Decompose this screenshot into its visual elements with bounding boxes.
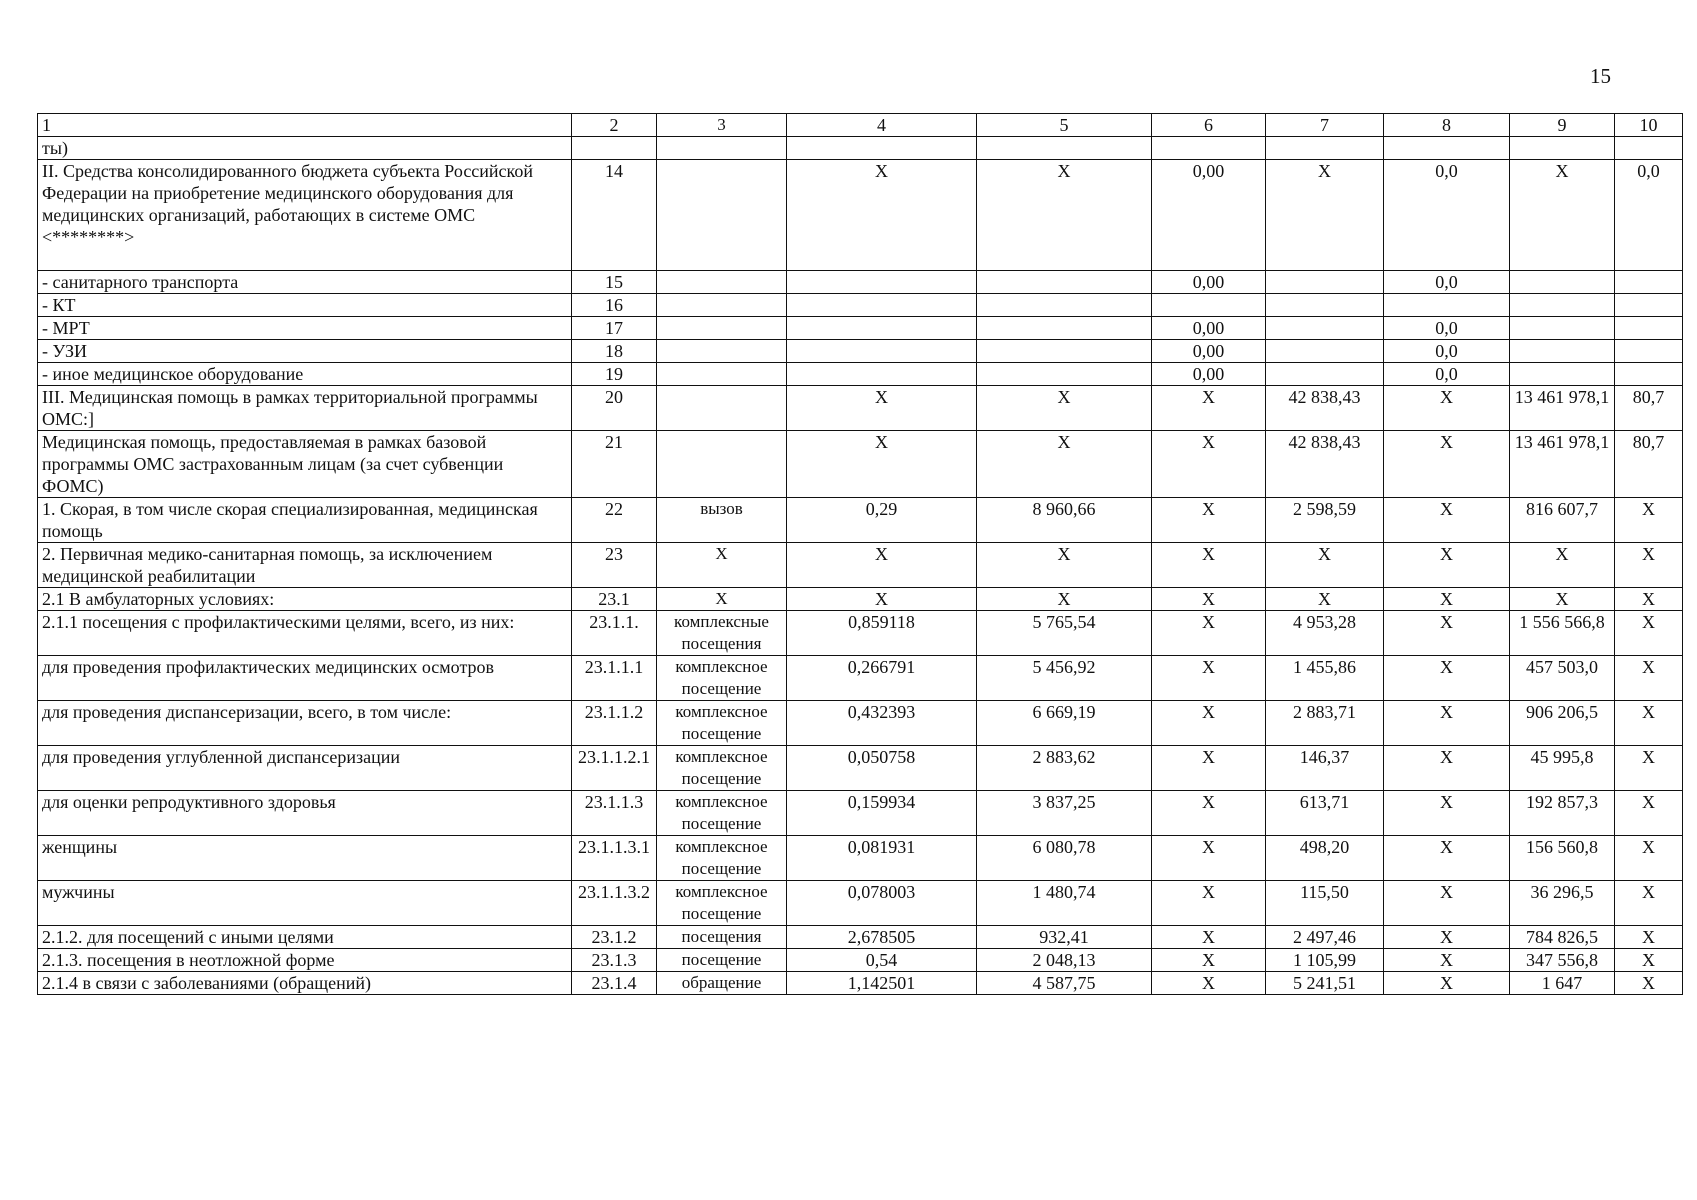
cell-col-1: женщины [38,836,572,881]
cell-col-2: 18 [572,340,657,363]
cell-col-6: X [1152,588,1266,611]
cell-col-9: 36 296,5 [1510,881,1615,926]
cell-col-3: посещение [657,949,787,972]
cell-col-5: 2 048,13 [977,949,1152,972]
cell-col-8: X [1384,543,1510,588]
table-row [38,926,1683,949]
cell-col-7 [1266,340,1384,363]
cell-col-8: X [1384,588,1510,611]
cell-col-2: 23.1.3 [572,949,657,972]
cell-col-6: 0,00 [1152,363,1266,386]
cell-col-2: 23.1.1.2 [572,701,657,746]
cell-col-4: 0,078003 [787,881,977,926]
cell-col-5: 6 669,19 [977,701,1152,746]
table-row [38,160,1683,271]
cell-col-7: 2 883,71 [1266,701,1384,746]
cell-col-1: для проведения профилактических медицинских осмотров [38,656,572,701]
cell-col-4: 0,050758 [787,746,977,791]
cell-col-8 [1384,294,1510,317]
cell-col-9 [1510,271,1615,294]
cell-col-7: 1 455,86 [1266,656,1384,701]
cell-col-3 [657,137,787,160]
cell-col-5: X [977,431,1152,498]
cell-col-7 [1266,363,1384,386]
cell-col-3: комплексное посещение [657,791,787,836]
cell-col-6: X [1152,836,1266,881]
cell-col-1: 2.1.4 в связи с заболеваниями (обращений) [38,972,572,995]
cell-col-9: 192 857,3 [1510,791,1615,836]
cell-col-10: X [1615,926,1683,949]
cell-col-10: X [1615,611,1683,656]
cell-col-9: 13 461 978,1 [1510,431,1615,498]
cell-col-6: 0,00 [1152,317,1266,340]
cell-col-6 [1152,137,1266,160]
cell-col-2: 23.1.1.1 [572,656,657,701]
cell-col-10: X [1615,836,1683,881]
cell-col-7: 115,50 [1266,881,1384,926]
cell-col-4: X [787,386,977,431]
cell-col-7: 42 838,43 [1266,431,1384,498]
cell-col-10: 10 [1615,114,1683,137]
cell-col-4: 0,432393 [787,701,977,746]
cell-col-1: III. Медицинская помощь в рамках территориальной программы ОМС:] [38,386,572,431]
table-row [38,949,1683,972]
cell-col-2: 2 [572,114,657,137]
cell-col-10 [1615,137,1683,160]
cell-col-3 [657,340,787,363]
cell-col-9 [1510,294,1615,317]
cell-col-10 [1615,294,1683,317]
cell-col-1: - УЗИ [38,340,572,363]
cell-col-2: 23.1.1. [572,611,657,656]
cell-col-2: 20 [572,386,657,431]
cell-col-4 [787,340,977,363]
cell-col-8: X [1384,926,1510,949]
cell-col-8: 8 [1384,114,1510,137]
cell-col-2: 23.1.1.3.2 [572,881,657,926]
cell-col-5: X [977,386,1152,431]
cell-col-2: 23 [572,543,657,588]
cell-col-1: 1. Скорая, в том числе скорая специализированная, медицинская помощь [38,498,572,543]
cell-col-8: 0,0 [1384,160,1510,271]
cell-col-5: 6 080,78 [977,836,1152,881]
cell-col-7: X [1266,543,1384,588]
cell-col-2: 23.1.1.3 [572,791,657,836]
cell-col-7: 4 953,28 [1266,611,1384,656]
cell-col-8: X [1384,791,1510,836]
table-row [38,386,1683,431]
cell-col-2: 21 [572,431,657,498]
cell-col-2: 23.1.2 [572,926,657,949]
table-row [38,791,1683,836]
cell-col-8: X [1384,949,1510,972]
cell-col-9 [1510,340,1615,363]
table-row [38,588,1683,611]
cell-col-3 [657,386,787,431]
cell-col-6: X [1152,498,1266,543]
cell-col-10: X [1615,498,1683,543]
cell-col-5: 932,41 [977,926,1152,949]
table-row [38,972,1683,995]
cell-col-1: - иное медицинское оборудование [38,363,572,386]
cell-col-9: 156 560,8 [1510,836,1615,881]
cell-col-3 [657,431,787,498]
cell-col-3: обращение [657,972,787,995]
cell-col-8: X [1384,386,1510,431]
cell-col-6: X [1152,386,1266,431]
cell-col-4: X [787,543,977,588]
cell-col-4: 0,266791 [787,656,977,701]
cell-col-5: X [977,160,1152,271]
cell-col-1: ты) [38,137,572,160]
cell-col-4 [787,137,977,160]
cell-col-1: 2.1.1 посещения с профилактическими целями, всего, из них: [38,611,572,656]
cell-col-9: 13 461 978,1 [1510,386,1615,431]
cell-col-5: 5 456,92 [977,656,1152,701]
table-row [38,836,1683,881]
cell-col-10 [1615,363,1683,386]
cell-col-8: X [1384,836,1510,881]
cell-col-6: X [1152,791,1266,836]
cell-col-5: 3 837,25 [977,791,1152,836]
cell-col-6: X [1152,881,1266,926]
cell-col-4: 0,159934 [787,791,977,836]
cell-col-2: 23.1 [572,588,657,611]
cell-col-2: 15 [572,271,657,294]
cell-col-10: X [1615,746,1683,791]
cell-col-1: Медицинская помощь, предоставляемая в рамках базовой программы ОМС застрахованным лицам (за счет субвенции ФОМС) [38,431,572,498]
cell-col-10: X [1615,656,1683,701]
table-row [38,363,1683,386]
cell-col-6: X [1152,611,1266,656]
cell-col-2: 23.1.1.3.1 [572,836,657,881]
cell-col-4: X [787,431,977,498]
cell-col-6: X [1152,926,1266,949]
cell-col-7: 613,71 [1266,791,1384,836]
table-row [38,271,1683,294]
cell-col-8: X [1384,656,1510,701]
cell-col-5: 2 883,62 [977,746,1152,791]
cell-col-8 [1384,137,1510,160]
cell-col-4 [787,294,977,317]
cell-col-9 [1510,363,1615,386]
cell-col-9: 816 607,7 [1510,498,1615,543]
cell-col-6: X [1152,972,1266,995]
cell-col-4: X [787,588,977,611]
cell-col-3: комплексные посещения [657,611,787,656]
cell-col-7: 498,20 [1266,836,1384,881]
cell-col-6: 0,00 [1152,340,1266,363]
cell-col-5: 1 480,74 [977,881,1152,926]
cell-col-7: 7 [1266,114,1384,137]
cell-col-10: X [1615,881,1683,926]
cell-col-10: 0,0 [1615,160,1683,271]
cell-col-5: X [977,543,1152,588]
cell-col-7: 2 598,59 [1266,498,1384,543]
header-row [38,114,1683,137]
cell-col-9: 784 826,5 [1510,926,1615,949]
table-row [38,543,1683,588]
cell-col-1: 2.1.3. посещения в неотложной форме [38,949,572,972]
cell-col-10: X [1615,791,1683,836]
cell-col-9 [1510,137,1615,160]
cell-col-2: 19 [572,363,657,386]
cell-col-6: 6 [1152,114,1266,137]
cell-col-1: 2. Первичная медико-санитарная помощь, за исключением медицинской реабилитации [38,543,572,588]
cell-col-4: 0,081931 [787,836,977,881]
cell-col-7 [1266,137,1384,160]
table-row [38,746,1683,791]
cell-col-1: - санитарного транспорта [38,271,572,294]
table-row [38,431,1683,498]
cell-col-3: X [657,588,787,611]
cell-col-8: 0,0 [1384,271,1510,294]
cell-col-5 [977,271,1152,294]
cell-col-3 [657,363,787,386]
cell-col-3: посещения [657,926,787,949]
cell-col-5: X [977,588,1152,611]
cell-col-9: X [1510,588,1615,611]
cell-col-3: X [657,543,787,588]
cell-col-10: X [1615,543,1683,588]
cell-col-1: 2.1.2. для посещений с иными целями [38,926,572,949]
table-row [38,340,1683,363]
cell-col-6: X [1152,543,1266,588]
cell-col-8: X [1384,701,1510,746]
cell-col-3: комплексное посещение [657,656,787,701]
cell-col-3: комплексное посещение [657,701,787,746]
cell-col-3 [657,160,787,271]
cell-col-3: комплексное посещение [657,836,787,881]
cell-col-7: 1 105,99 [1266,949,1384,972]
cell-col-3: комплексное посещение [657,746,787,791]
cell-col-3 [657,271,787,294]
cell-col-5 [977,137,1152,160]
cell-col-10 [1615,317,1683,340]
cell-col-2 [572,137,657,160]
table-row [38,137,1683,160]
cell-col-4: 2,678505 [787,926,977,949]
cell-col-4: 0,859118 [787,611,977,656]
cell-col-9: 347 556,8 [1510,949,1615,972]
cell-col-8: 0,0 [1384,363,1510,386]
cell-col-10: X [1615,701,1683,746]
cell-col-5 [977,317,1152,340]
cell-col-7 [1266,294,1384,317]
cell-col-7: 2 497,46 [1266,926,1384,949]
cell-col-6: 0,00 [1152,271,1266,294]
cell-col-9: 1 647 [1510,972,1615,995]
cell-col-8: X [1384,746,1510,791]
cell-col-8: X [1384,498,1510,543]
cell-col-1: 1 [38,114,572,137]
cell-col-10: X [1615,972,1683,995]
cell-col-2: 14 [572,160,657,271]
cell-col-9: 457 503,0 [1510,656,1615,701]
cell-col-3 [657,317,787,340]
cell-col-1: мужчины [38,881,572,926]
cell-col-7: 146,37 [1266,746,1384,791]
cell-col-10: X [1615,949,1683,972]
cell-col-8: 0,0 [1384,340,1510,363]
cell-col-10 [1615,271,1683,294]
cell-col-7: 5 241,51 [1266,972,1384,995]
cell-col-8: 0,0 [1384,317,1510,340]
cell-col-4: 0,54 [787,949,977,972]
cell-col-6: X [1152,949,1266,972]
cell-col-2: 23.1.4 [572,972,657,995]
cell-col-2: 23.1.1.2.1 [572,746,657,791]
table-row [38,317,1683,340]
table-row [38,881,1683,926]
cell-col-1: для проведения углубленной диспансеризации [38,746,572,791]
cell-col-5: 4 587,75 [977,972,1152,995]
cell-col-1: для проведения диспансеризации, всего, в том числе: [38,701,572,746]
cell-col-7: X [1266,588,1384,611]
cell-col-6: X [1152,701,1266,746]
cell-col-9: 9 [1510,114,1615,137]
cell-col-7 [1266,271,1384,294]
cell-col-1: - КТ [38,294,572,317]
cell-col-1: - МРТ [38,317,572,340]
cell-col-8: X [1384,881,1510,926]
cell-col-5: 5 [977,114,1152,137]
cell-col-6: X [1152,656,1266,701]
page-number: 15 [1590,64,1611,88]
cell-col-3: 3 [657,114,787,137]
cell-col-2: 17 [572,317,657,340]
cell-col-10: 80,7 [1615,431,1683,498]
cell-col-1: 2.1 В амбулаторных условиях: [38,588,572,611]
cell-col-4 [787,271,977,294]
table-row [38,701,1683,746]
cell-col-1: II. Средства консолидированного бюджета субъекта Российской Федерации на приобретение медицинского оборудования для медицинских организаций, работающих в системе ОМС <********> [38,160,572,271]
cell-col-3 [657,294,787,317]
cell-col-10 [1615,340,1683,363]
data-table [37,113,1683,995]
cell-col-9: X [1510,160,1615,271]
cell-col-3: вызов [657,498,787,543]
table-row [38,611,1683,656]
cell-col-8: X [1384,972,1510,995]
cell-col-4: 4 [787,114,977,137]
cell-col-10: 80,7 [1615,386,1683,431]
cell-col-7: X [1266,160,1384,271]
cell-col-8: X [1384,611,1510,656]
cell-col-5 [977,340,1152,363]
cell-col-4: 1,142501 [787,972,977,995]
cell-col-4: X [787,160,977,271]
cell-col-9: 1 556 566,8 [1510,611,1615,656]
cell-col-2: 22 [572,498,657,543]
cell-col-2: 16 [572,294,657,317]
cell-col-10: X [1615,588,1683,611]
cell-col-5: 5 765,54 [977,611,1152,656]
cell-col-5 [977,363,1152,386]
cell-col-4 [787,317,977,340]
cell-col-5: 8 960,66 [977,498,1152,543]
cell-col-4: 0,29 [787,498,977,543]
cell-col-8: X [1384,431,1510,498]
cell-col-7: 42 838,43 [1266,386,1384,431]
cell-col-6: 0,00 [1152,160,1266,271]
cell-col-6: X [1152,431,1266,498]
cell-col-9 [1510,317,1615,340]
table-row [38,294,1683,317]
cell-col-9: 45 995,8 [1510,746,1615,791]
cell-col-6: X [1152,746,1266,791]
cell-col-4 [787,363,977,386]
table-row [38,498,1683,543]
cell-col-1: для оценки репродуктивного здоровья [38,791,572,836]
cell-col-3: комплексное посещение [657,881,787,926]
table-row [38,656,1683,701]
cell-col-5 [977,294,1152,317]
cell-col-9: X [1510,543,1615,588]
cell-col-9: 906 206,5 [1510,701,1615,746]
cell-col-6 [1152,294,1266,317]
cell-col-7 [1266,317,1384,340]
